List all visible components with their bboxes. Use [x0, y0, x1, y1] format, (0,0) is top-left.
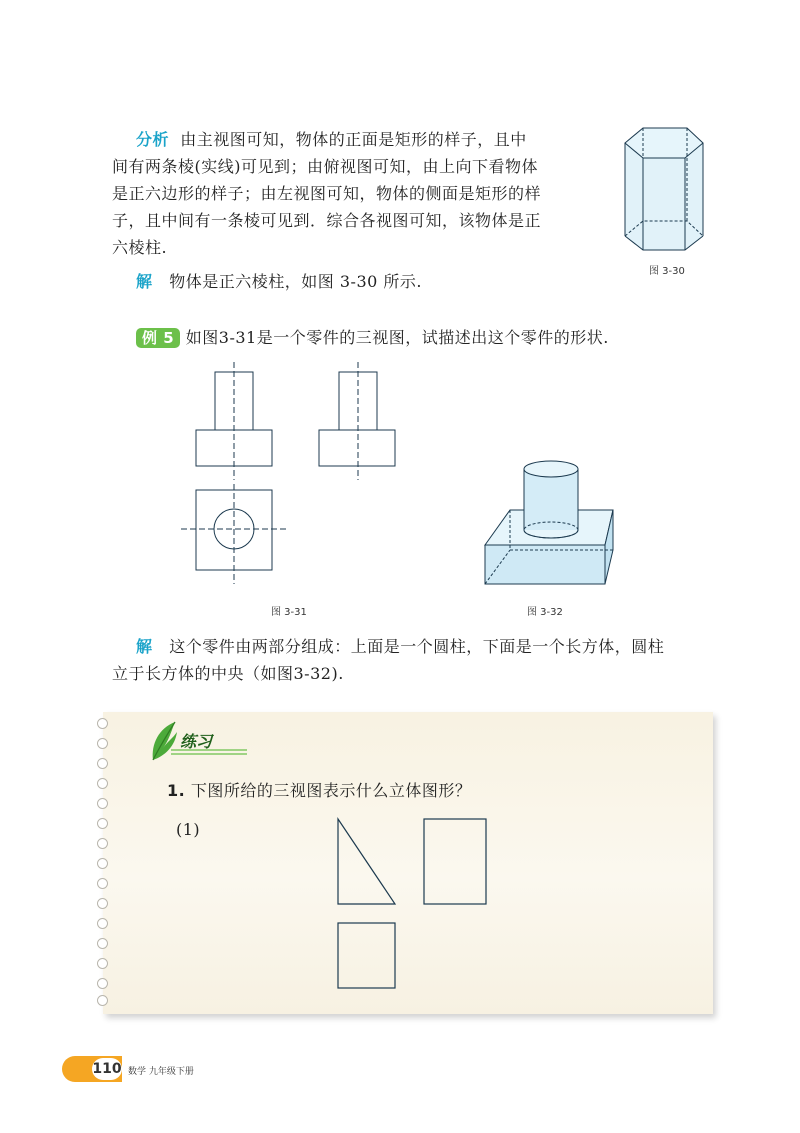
practice-title: 练习	[180, 732, 213, 751]
binder-ring	[97, 918, 108, 929]
binder-ring	[97, 738, 108, 749]
hexagonal-prism-figure	[615, 118, 705, 263]
question-1-text: 下图所给的三视图表示什么立体图形？	[190, 781, 472, 800]
analysis-line-1: 由主视图可知，物体的正面是矩形的样子，且中	[180, 130, 527, 149]
analysis-paragraph	[136, 126, 586, 153]
example-5-text: 如图3-31是一个零件的三视图，试描述出这个零件的形状.	[185, 328, 609, 347]
cylinder-on-cuboid-figure	[480, 455, 620, 595]
binder-ring	[97, 878, 108, 889]
analysis-line-5: 六棱柱.	[112, 238, 168, 257]
solution-2-label: 解	[136, 637, 153, 656]
example-5	[136, 324, 696, 351]
page-number: 110	[92, 1058, 122, 1080]
binder-ring	[97, 858, 108, 869]
binder-ring	[97, 898, 108, 909]
binder-ring	[97, 938, 108, 949]
question-1	[167, 777, 667, 804]
binder-ring	[97, 978, 108, 989]
three-views-figure	[175, 360, 415, 590]
question-1-number: 1.	[167, 781, 186, 800]
solution-2-line-2: 立于长方体的中央（如图3-32).	[112, 664, 344, 683]
binder-ring	[97, 838, 108, 849]
binder-ring	[97, 758, 108, 769]
question-1-views	[328, 812, 498, 994]
binder-ring	[97, 718, 108, 729]
binder-ring	[97, 798, 108, 809]
solution-2	[136, 633, 736, 660]
solution-1	[136, 268, 596, 295]
figure-3-32-caption: 图 3-32	[527, 607, 563, 618]
binder-ring	[97, 958, 108, 969]
sub-question-1-label: (1)	[176, 820, 201, 839]
analysis-line-4: 子，且中间有一条棱可见到．综合各视图可知，该物体是正	[112, 211, 542, 230]
example-badge: 例 5	[136, 328, 180, 348]
book-title: 数学 九年级下册	[128, 1067, 194, 1077]
figure-3-30-caption: 图 3-30	[649, 266, 685, 277]
analysis-label: 分析	[136, 130, 170, 149]
analysis-line-3: 是正六边形的样子；由左视图可知，物体的侧面是矩形的样	[112, 184, 542, 203]
binder-ring	[97, 995, 108, 1006]
binder-ring	[97, 818, 108, 829]
figure-3-31-caption: 图 3-31	[271, 607, 307, 618]
practice-card	[103, 712, 713, 1014]
binder-ring	[97, 778, 108, 789]
solution-1-text: 物体是正六棱柱，如图 3-30 所示.	[169, 272, 422, 291]
analysis-line-2: 间有两条棱(实线)可见到；由俯视图可知，由上向下看物体	[112, 157, 538, 176]
solution-2-line-1: 这个零件由两部分组成：上面是一个圆柱，下面是一个长方体，圆柱	[169, 637, 665, 656]
solution-1-label: 解	[136, 272, 153, 291]
